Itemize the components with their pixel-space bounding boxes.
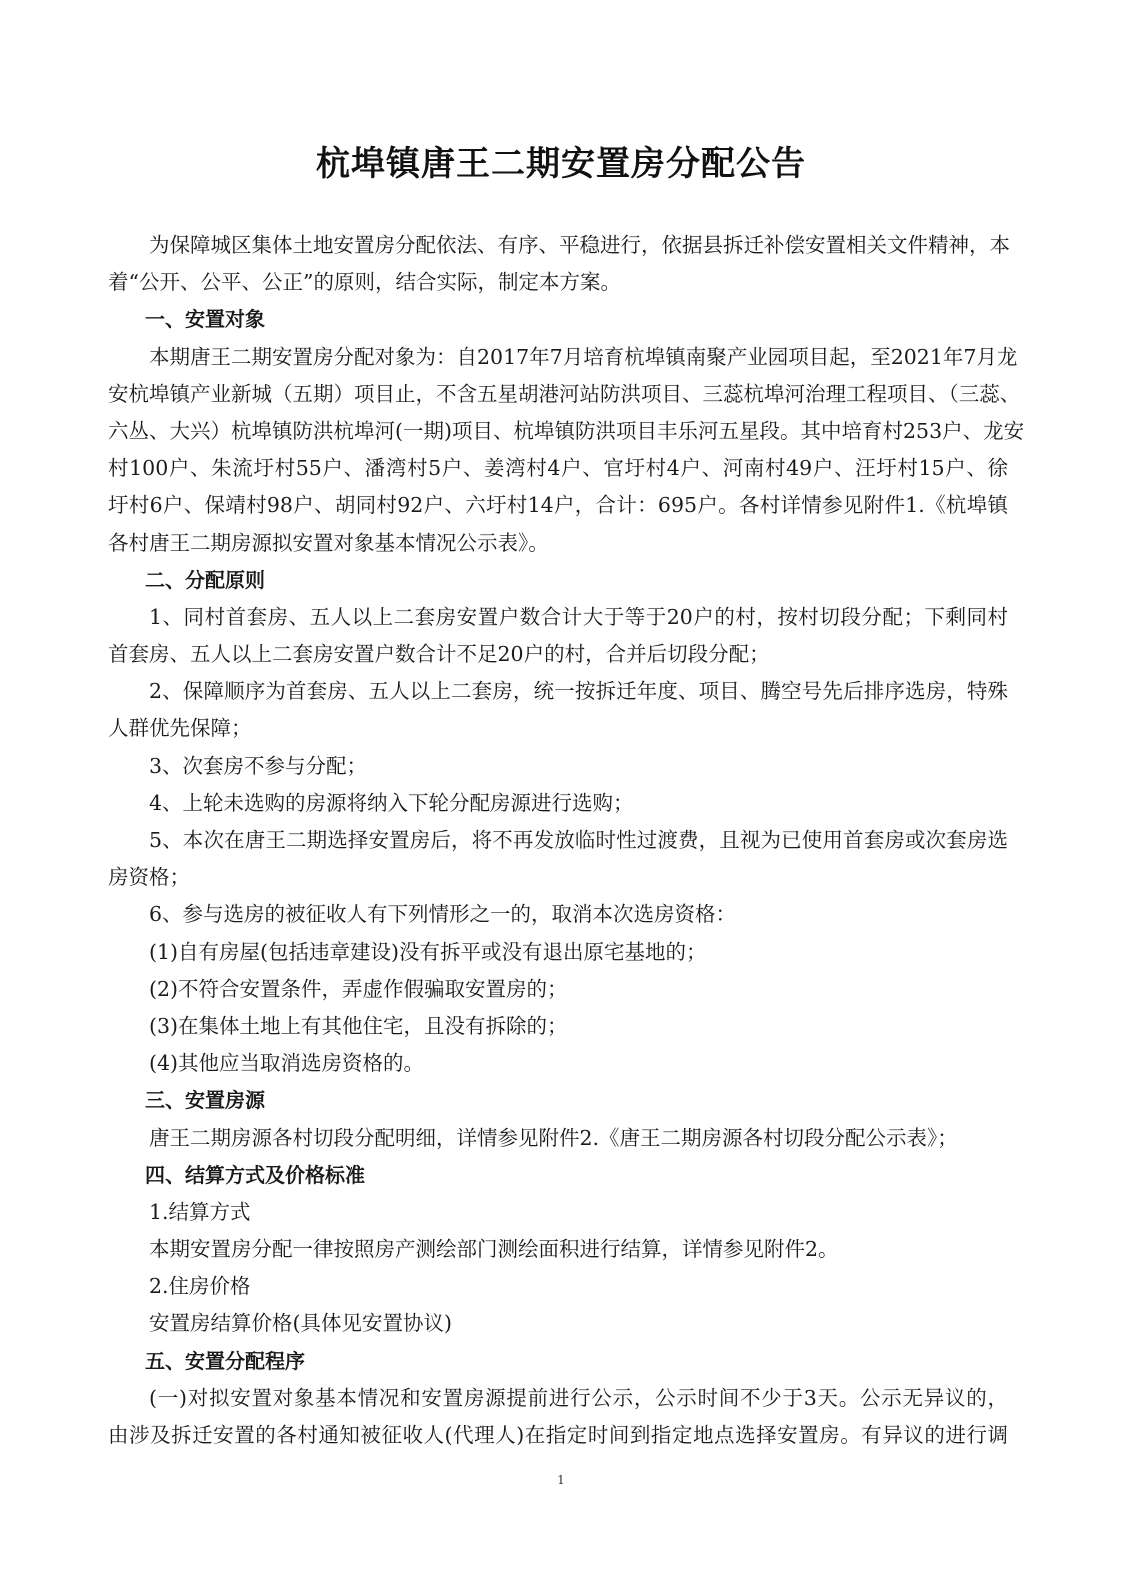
section-heading: 三、安置房源 <box>145 1088 265 1113</box>
text-line: 唐王二期房源各村切段分配明细，详情参见附件2.《唐王二期房源各村切段分配公示表》； <box>149 1125 958 1150</box>
text-line: 6、参与选房的被征收人有下列情形之一的，取消本次选房资格： <box>149 902 737 927</box>
text-line: 为保障城区集体土地安置房分配依法、有序、平稳进行，依据县拆迁补偿安置相关文件精神，本 <box>149 233 1010 257</box>
section-heading: 二、分配原则 <box>145 567 265 592</box>
text-line: 由涉及拆迁安置的各村通知被征收人(代理人)在指定时间到指定地点选择安置房。有异议的进行调 <box>108 1423 1008 1447</box>
text-line: 六丛、大兴）杭埠镇防洪杭埠河(一期)项目、杭埠镇防洪项目丰乐河五星段。其中培育村253户、龙安 <box>108 418 1025 443</box>
section-heading: 一、安置对象 <box>145 307 265 332</box>
text-line: (1)自有房屋(包括违章建设)没有拆平或没有退出原宅基地的； <box>149 939 707 964</box>
section-heading: 四、结算方式及价格标准 <box>145 1162 365 1187</box>
document-title: 杭埠镇唐王二期安置房分配公告 <box>316 144 806 184</box>
text-line: (4)其他应当取消选房资格的。 <box>149 1051 425 1076</box>
page-number: 1 <box>557 1473 565 1487</box>
text-line: 安杭埠镇产业新城（五期）项目止，不含五星胡港河站防洪项目、三蕊杭埠河治理工程项目、（三蕊、 <box>108 381 1021 406</box>
text-line: 3、次套房不参与分配； <box>149 753 368 778</box>
text-line: 房资格； <box>108 865 190 890</box>
text-line: 1.结算方式 <box>149 1199 251 1224</box>
text-line: 4、上轮未选购的房源将纳入下轮分配房源进行选购； <box>149 790 634 815</box>
text-line: 村100户、朱流圩村55户、潘湾村5户、姜湾村4户、官圩村4户、河南村49户、汪圩村15户、徐 <box>108 456 1008 481</box>
text-line: 首套房、五人以上二套房安置户数合计不足20户的村，合并后切段分配； <box>108 642 770 667</box>
text-line: 2、保障顺序为首套房、五人以上二套房，统一按拆迁年度、项目、腾空号先后排序选房，特殊 <box>149 679 1008 704</box>
text-line: 2.住房价格 <box>149 1274 251 1299</box>
text-line: 圩村6户、保靖村98户、胡同村92户、六圩村14户，合计：695户。各村详情参见附件1.《杭埠镇 <box>108 493 1008 518</box>
text-line: 5、本次在唐王二期选择安置房后，将不再发放临时性过渡费，且视为已使用首套房或次套房选 <box>149 828 1008 852</box>
document-body <box>108 227 1025 1454</box>
text-line: 各村唐王二期房源拟安置对象基本情况公示表》。 <box>108 530 549 555</box>
section-heading: 五、安置分配程序 <box>145 1348 305 1373</box>
text-line: 1、同村首套房、五人以上二套房安置户数合计大于等于20户的村，按村切段分配；下剩同村 <box>149 604 1008 629</box>
text-line: 着“公开、公平、公正”的原则，结合实际，制定本方案。 <box>108 270 621 295</box>
text-line: 人群优先保障； <box>108 716 252 741</box>
text-line: (3)在集体土地上有其他住宅，且没有拆除的； <box>149 1013 568 1038</box>
text-line: 安置房结算价格(具体见安置协议) <box>149 1311 452 1336</box>
text-line: 本期安置房分配一律按照房产测绘部门测绘面积进行结算，详情参见附件2。 <box>149 1237 839 1262</box>
text-line: (一)对拟安置对象基本情况和安置房源提前进行公示，公示时间不少于3天。公示无异议的， <box>149 1385 1008 1410</box>
text-line: 本期唐王二期安置房分配对象为：自2017年7月培育杭埠镇南聚产业园项目起，至2021年7月龙 <box>149 344 1018 369</box>
text-line: (2)不符合安置条件，弄虚作假骗取安置房的； <box>149 976 568 1001</box>
